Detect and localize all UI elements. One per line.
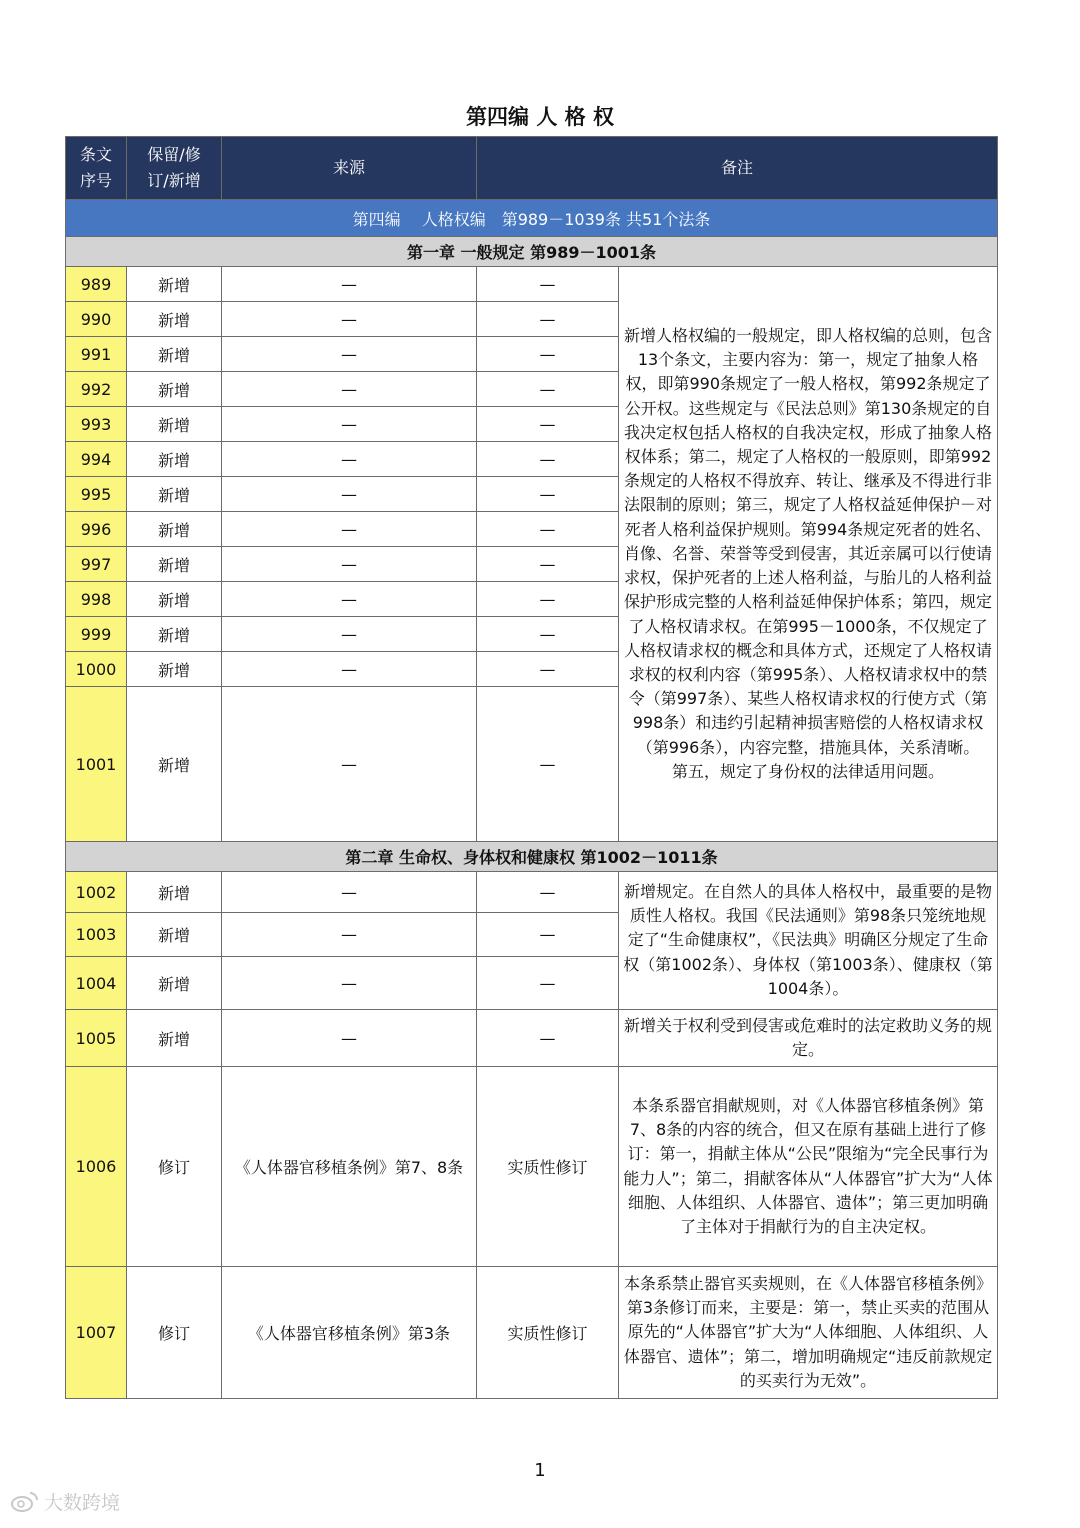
article-change: 实质性修订 — [477, 1267, 619, 1399]
article-number: 991 — [66, 337, 127, 372]
chapter-heading-row — [66, 842, 998, 872]
article-status: 修订 — [127, 1067, 222, 1267]
article-number: 1000 — [66, 652, 127, 687]
article-change: — — [477, 372, 619, 407]
article-change: — — [477, 617, 619, 652]
article-source: — — [222, 372, 477, 407]
article-status: 新增 — [127, 957, 222, 1010]
article-number: 989 — [66, 267, 127, 302]
article-number: 1004 — [66, 957, 127, 1010]
table-row — [66, 1067, 998, 1267]
article-status: 新增 — [127, 652, 222, 687]
article-status: 新增 — [127, 872, 222, 913]
header-source: 来源 — [222, 137, 477, 200]
article-number: 1002 — [66, 872, 127, 913]
table-row — [66, 267, 998, 302]
article-status: 修订 — [127, 1267, 222, 1399]
article-number: 995 — [66, 477, 127, 512]
article-status: 新增 — [127, 582, 222, 617]
part-heading-row — [66, 200, 998, 237]
article-status: 新增 — [127, 302, 222, 337]
header-num: 条文 序号 — [66, 137, 127, 200]
article-note: 新增关于权利受到侵害或危难时的法定救助义务的规定。 — [619, 1010, 998, 1067]
article-change: — — [477, 652, 619, 687]
group-note: 新增规定。在自然人的具体人格权中，最重要的是物质性人格权。我国《民法通则》第98条只笼统地规定了“生命健康权”，《民法典》明确区分规定了生命权（第1002条）、身体权（第1003条）、健康权（第1004条）。 — [619, 872, 998, 1010]
article-source: — — [222, 687, 477, 842]
table-row — [66, 872, 998, 913]
article-change: — — [477, 957, 619, 1010]
chapter-heading-row — [66, 237, 998, 267]
article-source: — — [222, 407, 477, 442]
article-source: — — [222, 872, 477, 913]
article-status: 新增 — [127, 372, 222, 407]
article-change: — — [477, 1010, 619, 1067]
article-source: — — [222, 582, 477, 617]
article-table — [65, 136, 998, 1399]
article-number: 998 — [66, 582, 127, 617]
article-source: — — [222, 617, 477, 652]
article-status: 新增 — [127, 687, 222, 842]
article-source: — — [222, 652, 477, 687]
article-source: — — [222, 267, 477, 302]
article-change: — — [477, 302, 619, 337]
article-change: — — [477, 872, 619, 913]
table-header-row — [66, 137, 998, 200]
article-status: 新增 — [127, 1010, 222, 1067]
article-number: 992 — [66, 372, 127, 407]
article-change: — — [477, 477, 619, 512]
article-source: 《人体器官移植条例》第3条 — [222, 1267, 477, 1399]
article-change: — — [477, 547, 619, 582]
article-change: — — [477, 267, 619, 302]
article-change: — — [477, 512, 619, 547]
article-number: 997 — [66, 547, 127, 582]
article-number: 993 — [66, 407, 127, 442]
article-change: — — [477, 582, 619, 617]
article-number: 1001 — [66, 687, 127, 842]
article-note: 本条系器官捐献规则，对《人体器官移植条例》第7、8条的内容的统合，但又在原有基础上进行了修订：第一，捐献主体从“公民”限缩为“完全民事行为能力人”；第二，捐献客体从“人体器官”扩大为“人体细胞、人体组织、人体器官、遗体”；第三更加明确了主体对于捐献行为的自主决定权。 — [619, 1067, 998, 1267]
article-source: — — [222, 302, 477, 337]
article-change: — — [477, 407, 619, 442]
watermark-text: 大数跨境 — [44, 1492, 121, 1514]
article-status: 新增 — [127, 512, 222, 547]
header-note: 备注 — [477, 137, 998, 200]
article-status: 新增 — [127, 913, 222, 957]
article-number: 996 — [66, 512, 127, 547]
article-number: 990 — [66, 302, 127, 337]
article-status: 新增 — [127, 477, 222, 512]
article-status: 新增 — [127, 547, 222, 582]
watermark — [10, 1488, 120, 1515]
page-number: 1 — [534, 1460, 546, 1481]
article-change: — — [477, 442, 619, 477]
part-heading: 第四编 人格权编 第989－1039条 共51个法条 — [66, 200, 998, 237]
chapter-heading: 第一章 一般规定 第989－1001条 — [66, 237, 998, 267]
article-source: — — [222, 337, 477, 372]
table-row — [66, 1010, 998, 1067]
article-number: 1005 — [66, 1010, 127, 1067]
article-source: — — [222, 512, 477, 547]
article-number: 999 — [66, 617, 127, 652]
article-source: 《人体器官移植条例》第7、8条 — [222, 1067, 477, 1267]
article-note: 本条系禁止器官买卖规则，在《人体器官移植条例》第3条修订而来，主要是：第一，禁止买卖的范围从原先的“人体器官”扩大为“人体细胞、人体组织、人体器官、遗体”；第二，增加明确规定“违反前款规定的买卖行为无效”。 — [619, 1267, 998, 1399]
table-row — [66, 1267, 998, 1399]
page-title: 第四编 人 格 权 — [466, 105, 614, 129]
article-change: — — [477, 913, 619, 957]
article-status: 新增 — [127, 442, 222, 477]
article-source: — — [222, 547, 477, 582]
article-number: 1003 — [66, 913, 127, 957]
article-source: — — [222, 957, 477, 1010]
article-status: 新增 — [127, 337, 222, 372]
article-change: — — [477, 687, 619, 842]
article-source: — — [222, 1010, 477, 1067]
chapter-heading: 第二章 生命权、身体权和健康权 第1002－1011条 — [66, 842, 998, 872]
article-status: 新增 — [127, 267, 222, 302]
article-source: — — [222, 913, 477, 957]
article-change: — — [477, 337, 619, 372]
article-status: 新增 — [127, 407, 222, 442]
article-number: 1007 — [66, 1267, 127, 1399]
article-source: — — [222, 442, 477, 477]
article-status: 新增 — [127, 617, 222, 652]
chapter-note: 新增人格权编的一般规定，即人格权编的总则，包含13个条文，主要内容为：第一，规定了抽象人格权，即第990条规定了一般人格权，第992条规定了公开权。这些规定与《民法总则》第130条规定的自我决定权包括人格权的自我决定权，形成了抽象人格权体系；第二，规定了人格权的一般原则，即第992条规定的人格权不得放弃、转让、继承及不得进行非法限制的原则；第三，规定了人格权益延伸保护－对死者人格利益保护规则。第994条规定死者的姓名、肖像、名誉、荣誉等受到侵害，其近亲属可以行使请求权，保护死者的上述人格利益，与胎儿的人格利益保护形成完整的人格利益延伸保护体系；第四，规定了人格权请求权。在第995－1000条，不仅规定了人格权请求权的概念和具体方式，还规定了人格权请求权的权利内容（第995条）、人格权请求权中的禁令（第997条）、某些人格权请求权的行使方式（第998条）和违约引起精神损害赔偿的人格权请求权（第996条），内容完整，措施具体，关系清晰。 第五，规定了身份权的法律适用问题。 — [619, 267, 998, 842]
article-source: — — [222, 477, 477, 512]
header-status: 保留/修 订/新增 — [127, 137, 222, 200]
article-number: 1006 — [66, 1067, 127, 1267]
article-number: 994 — [66, 442, 127, 477]
article-change: 实质性修订 — [477, 1067, 619, 1267]
weibo-logo-icon — [10, 1490, 40, 1514]
